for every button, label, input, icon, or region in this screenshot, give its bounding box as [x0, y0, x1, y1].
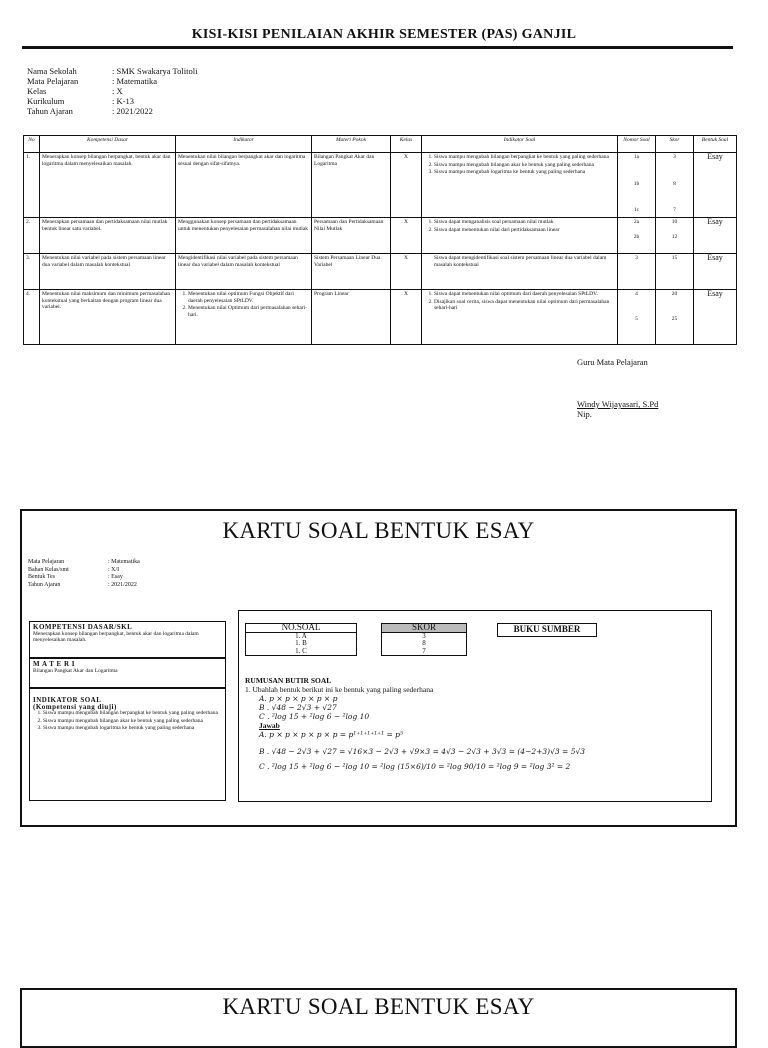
col-header: No	[24, 136, 40, 153]
soal-box	[238, 610, 712, 802]
rumusan-butir-soal: RUMUSAN BUTIR SOAL 1. Ubahlah bentuk berikut ini ke bentuk yang paling sederhana A. p × p × p × p × p B . √48 − 2√3 + √27 C . ²log 15 + ²log 6 − ²log 10 Jawab A. p × p × p × p × p = p¹⁺¹⁺¹⁺¹⁺¹ = p⁵ B . √48 − 2√3 + √27 = √16×3 − 2√3 + √9×3 = 4√3 − 2√3 + 3√3 = (4−2+3)√3 = 5√3 C . ²log 15 + ²log 6 − ²log 10 = ²log (15×6)/10 = ²log 90/10 = ²log 9 = ²log 3² = 2	[245, 676, 586, 771]
kompetensi-box: KOMPETENSI DASAR/SKL Menerapkan konsep bilangan berpangkat, bentuk akar dan logaritma dalam menyelesaikan masalah.	[29, 621, 226, 658]
guru-label: Guru Mata Pelajaran	[577, 357, 648, 367]
col-header: Nomor Soal	[618, 136, 656, 153]
indikator-list: 1. Siswa mampu mengubah bilangan berpangkat ke bentuk yang paling sederhana 2. Siswa mampu mengubah bilangan akar ke bentuk yang paling sederhana 3. Siswa mampu mengubah logaritma ke bentuk yang paling sederhana	[33, 710, 222, 732]
signature-block	[577, 399, 658, 419]
col-header: Materi Pokok	[312, 136, 391, 153]
col-header: Kompetensi Dasar	[40, 136, 176, 153]
card-title: KARTU SOAL BENTUK ESAY	[222, 994, 535, 1019]
meta-row: Kurikulum : K-13	[27, 96, 134, 106]
meta-row: Nama Sekolah : SMK Swakarya Tolitoli	[27, 66, 198, 76]
nosoal-table: NO.SOAL 1. A 1. B 1. C	[245, 623, 357, 656]
card-title: KARTU SOAL BENTUK ESAY	[222, 518, 535, 543]
kartu-soal-card	[20, 509, 737, 827]
school-meta	[27, 66, 197, 116]
indikator-soal-list: 1. Siswa dapat menganalisis soal persamaan nilai mutlak 2. Siswa dapat menentukan nilai dari pertidaksamaan linear	[424, 219, 615, 233]
indikator-list: 1. Menentukan nilai optimum Fungsi Objektif dari daerah penyelesaian SPtLDV. 2. Menentukan nilai Optimum dari permasalahan sehari-hari.	[178, 291, 309, 318]
card-meta: Mata Pelajaran : Matematika Bahan Kelas/smt : X/I Bentuk Tes : Esay Tahun Ajaran : 2021/2022	[28, 559, 140, 588]
indikator-soal-list: 1. Siswa mampu mengubah bilangan berpangkat ke bentuk yang paling sederhana 2. Siswa mampu mengubah bilangan akar ke bentuk yang paling sederhana 3. Siswa mampu mengubah logaritma ke bentuk yang paling sederhana	[424, 154, 615, 176]
table-row: 3. Menentukan nilai variabel pada sistem persamaan linear dua variabel dalam masalah kontekstual Mengidentifikasi nilai variabel pada sistem persamaan linear dua variabel dalam masalah kontekstual Sistem Persamaan Linear Dua Variabel X Siswa dapat mengidentifikasi soal sistem persamaan linear dua variabel dalam masalah kontekstual 3 15 Esay	[24, 254, 737, 290]
indikator-box: INDIKATOR SOAL (Kompetensi yang diuji) 1. Siswa mampu mengubah bilangan berpangkat ke bentuk yang paling sederhana 2. Siswa mampu mengubah bilangan akar ke bentuk yang paling sederhana 3. Siswa mampu mengubah logaritma ke bentuk yang paling sederhana	[29, 688, 226, 801]
kartu-soal-card-2	[20, 988, 737, 1048]
materi-box: M A T E R I Bilangan Pangkat Akar dan Logaritma	[29, 658, 226, 688]
table-header-row	[24, 136, 737, 153]
guru-name: Windy Wijayasari, S.Pd	[577, 399, 659, 409]
col-header: Bentuk Soal	[694, 136, 737, 153]
meta-row: Tahun Ajaran : 2021/2022	[27, 106, 153, 116]
meta-row: Mata Pelajaran : Matematika	[27, 76, 158, 86]
table-row: 2. Menerapkan persamaan dan pertidaksamaan nilai mutlak bentuk linear satu variabel. Menggunakan konsep persamaan dan pertidaksamaan untuk menentukan penyelesaian permasalahan nilai mutlak Persamaan dan Pertidaksamaan Nilai Mutlak X 1. Siswa dapat menganalisis soal persamaan nilai mutlak 2. Siswa dapat menentukan nilai dari pertidaksamaan linear 2a 2b 10 12 Esay	[24, 218, 737, 254]
table-row: 4. Menentukan nilai maksimum dan minimum permasalahan kontekstual yang berkaitan dengan program linear dua variabel. 1. Menentukan nilai optimum Fungsi Objektif dari daerah penyelesaian SPtLDV. 2. Menentukan nilai Optimum dari permasalahan sehari-hari. Program Linear X 1. Siswa dapat menentukan nilai optimum dari daerah penyelesaian SPtLDV. 2. Disajikan soal cerita, siswa dapat menentukan nilai optimum dari permasalahan sehari-hari 4 5 20 25 Esay	[24, 290, 737, 345]
kisi-table	[23, 135, 737, 345]
col-header: Skor	[656, 136, 694, 153]
doc-title: KISI-KISI PENILAIAN AKHIR SEMESTER (PAS) GANJIL	[191, 27, 577, 42]
skor-table: SKOR 3 8 7	[381, 623, 467, 656]
meta-row: Kelas : X	[27, 86, 123, 96]
indikator-soal-list: 1. Siswa dapat menentukan nilai optimum dari daerah penyelesaian SPtLDV. 2. Disajikan soal cerita, siswa dapat menentukan nilai optimum dari permasalahan sehari-hari	[424, 291, 615, 312]
col-header: Indikator Soal	[422, 136, 618, 153]
col-header: Indikator	[176, 136, 312, 153]
table-row: 1. Menerapkan konsep bilangan berpangkat, bentuk akar dan logaritma dalam menyelesaikan masalah. Menentukan nilai bilangan berpangkat akar dan logaritma sesuai dengan sifat-sifatnya. Bilangan Pangkat Akar dan Logaritma X 1. Siswa mampu mengubah bilangan berpangkat ke bentuk yang paling sederhana 2. Siswa mampu mengubah bilangan akar ke bentuk yang paling sederhana 3. Siswa mampu mengubah logaritma ke bentuk yang paling sederhana 1a 1b 1c 3 8 7 Esay	[24, 153, 737, 218]
col-header: Kelas	[391, 136, 422, 153]
nip-label: Nip.	[577, 409, 592, 419]
buku-sumber-header: BUKU SUMBER	[497, 623, 597, 637]
title-rule	[22, 46, 733, 49]
